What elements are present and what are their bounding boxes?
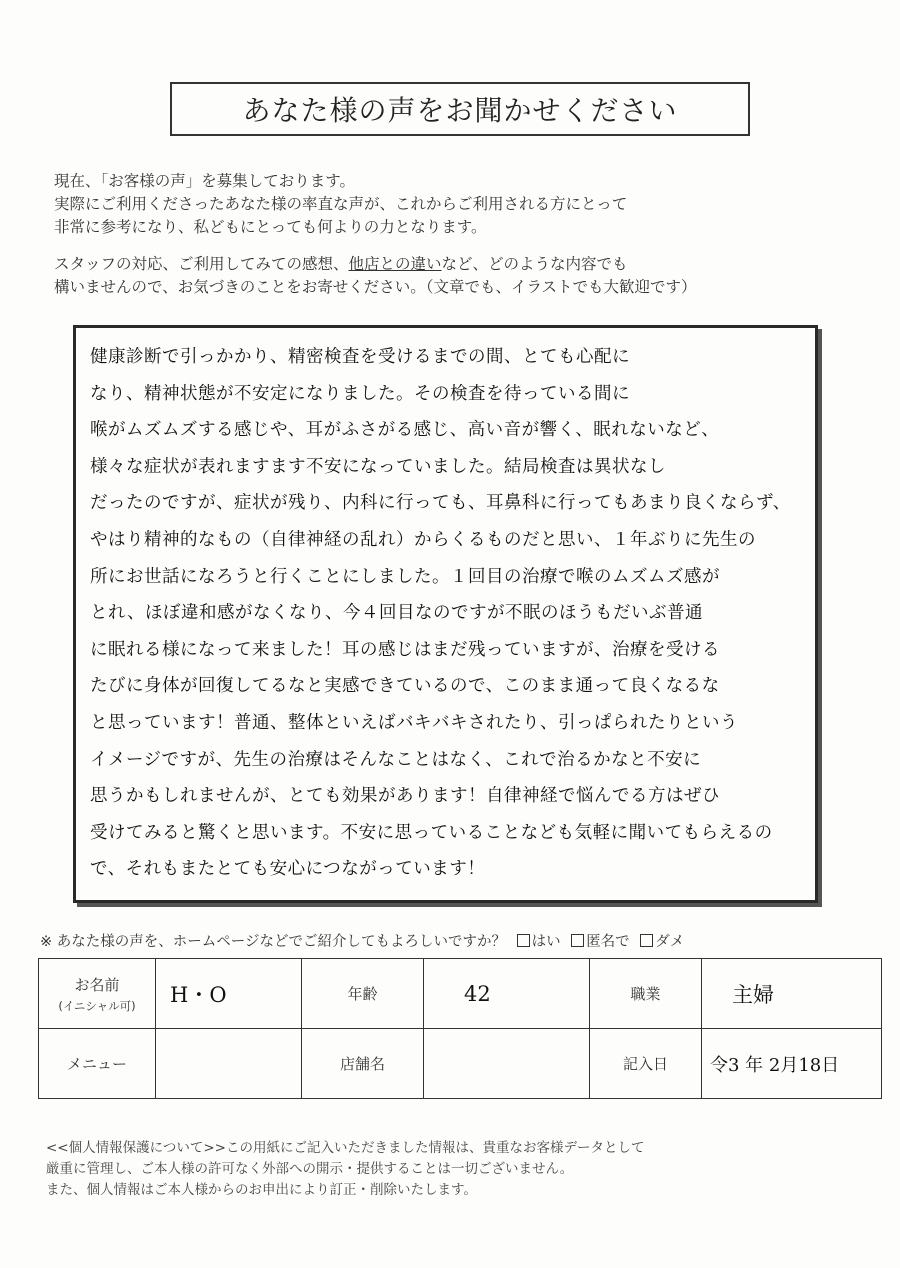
consent-question — [40, 930, 880, 951]
store-label: 店舗名 — [302, 1029, 424, 1099]
handwritten-line: で、それもまたとても安心につながっています！ — [90, 859, 486, 880]
privacy-line: また、個人情報はご本人様からのお申出により訂正・削除いたします。 — [46, 1182, 477, 1198]
name-label: お名前 (イニシャル可) — [39, 959, 156, 1029]
consent-option-anonymous[interactable]: 匿名で — [571, 934, 630, 950]
intro-line: 構いませんので、お気づきのことをお寄せください。（文章でも、イラストでも大歓迎です） — [54, 278, 697, 296]
underlined-phrase: 他店との違い — [348, 255, 442, 273]
checkbox-icon — [517, 934, 530, 947]
handwritten-line: やはり精神的なもの（自律神経の乱れ）からくるものだと思い、１年ぶりに先生の — [90, 530, 756, 550]
handwritten-line: たびに身体が回復してるなと実感できているので、このまま通って良くなるな — [90, 676, 720, 697]
handwritten-line: 健康診断で引っかかり、精密検査を受けるまでの間、とても心配に — [90, 347, 630, 367]
info-form-table — [38, 958, 882, 1099]
intro-text — [54, 170, 854, 299]
consent-option-no[interactable]: ダメ — [640, 934, 684, 950]
name-field[interactable]: H・O — [156, 959, 302, 1029]
intro-line: 実際にご利用くださったあなた様の率直な声が、これからご利用される方にとって — [54, 195, 628, 213]
age-label: 年齢 — [302, 959, 424, 1029]
menu-label: メニュー — [39, 1029, 156, 1099]
name-sublabel: (イニシャル可) — [58, 998, 136, 1013]
privacy-line: <<個人情報保護について>>この用紙にご記入いただきました情報は、貴重なお客様データとして — [46, 1140, 645, 1156]
consent-option-yes[interactable]: はい — [517, 934, 561, 950]
job-label: 職業 — [590, 959, 702, 1029]
menu-field[interactable] — [156, 1029, 302, 1099]
intro-line: スタッフの対応、ご利用してみての感想、他店との違いなど、どのような内容でも — [54, 255, 628, 273]
age-field[interactable]: 42 — [424, 959, 590, 1029]
handwritten-line: 所にお世話になろうと行くことにしました。１回目の治療で喉のムズムズ感が — [90, 566, 720, 587]
job-field[interactable]: 主婦 — [702, 959, 882, 1029]
privacy-notice — [46, 1138, 866, 1201]
handwritten-line: だったのですが、症状が残り、内科に行っても、耳鼻科に行ってもあまり良くならず、 — [90, 493, 791, 514]
store-field[interactable] — [424, 1029, 590, 1099]
date-field[interactable]: 令3 年 2月18日 — [702, 1029, 882, 1099]
consent-question-text: ※ あなた様の声を、ホームページなどでご紹介してもよろしいですか？ — [40, 934, 506, 950]
checkbox-icon — [571, 934, 584, 947]
checkbox-icon — [640, 934, 653, 947]
handwritten-line: 思うかもしれませんが、とても効果があります！自律神経で悩んでる方はぜひ — [90, 786, 720, 807]
handwritten-line: とれ、ほぼ違和感がなくなり、今４回目なのですが不眠のほうもだいぶ普通 — [90, 603, 704, 624]
handwritten-line: 様々な症状が表れますます不安になっていました。結局検査は異状なし — [90, 456, 666, 477]
handwritten-line: に眠れる様になって来ました！耳の感じはまだ残っていますが、治療を受ける — [90, 639, 720, 660]
privacy-line: 厳重に管理し、ご本人様の許可なく外部への開示・提供することは一切ございません。 — [46, 1161, 574, 1177]
intro-line: 現在、「お客様の声」を募集しております。 — [54, 172, 356, 190]
handwritten-line: 喉がムズムズする感じや、耳がふさがる感じ、高い音が響く、眠れないなど、 — [90, 420, 720, 441]
handwritten-line: と思っています！普通、整体といえばバキバキされたり、引っぱられたりという — [90, 713, 738, 733]
handwritten-line: 受けてみると驚くと思います。不安に思っていることなども気軽に聞いてもらえるの — [90, 822, 773, 843]
date-label: 記入日 — [590, 1029, 702, 1099]
page-title: あなた様の声をお聞かせください — [170, 82, 750, 136]
intro-line: 非常に参考になり、私どもにとっても何よりの力となります。 — [54, 218, 487, 236]
handwritten-line: イメージですが、先生の治療はそんなことはなく、これで治るかなと不安に — [90, 749, 702, 770]
handwritten-line: なり、精神状態が不安定になりました。その検査を待っている間に — [90, 383, 630, 404]
